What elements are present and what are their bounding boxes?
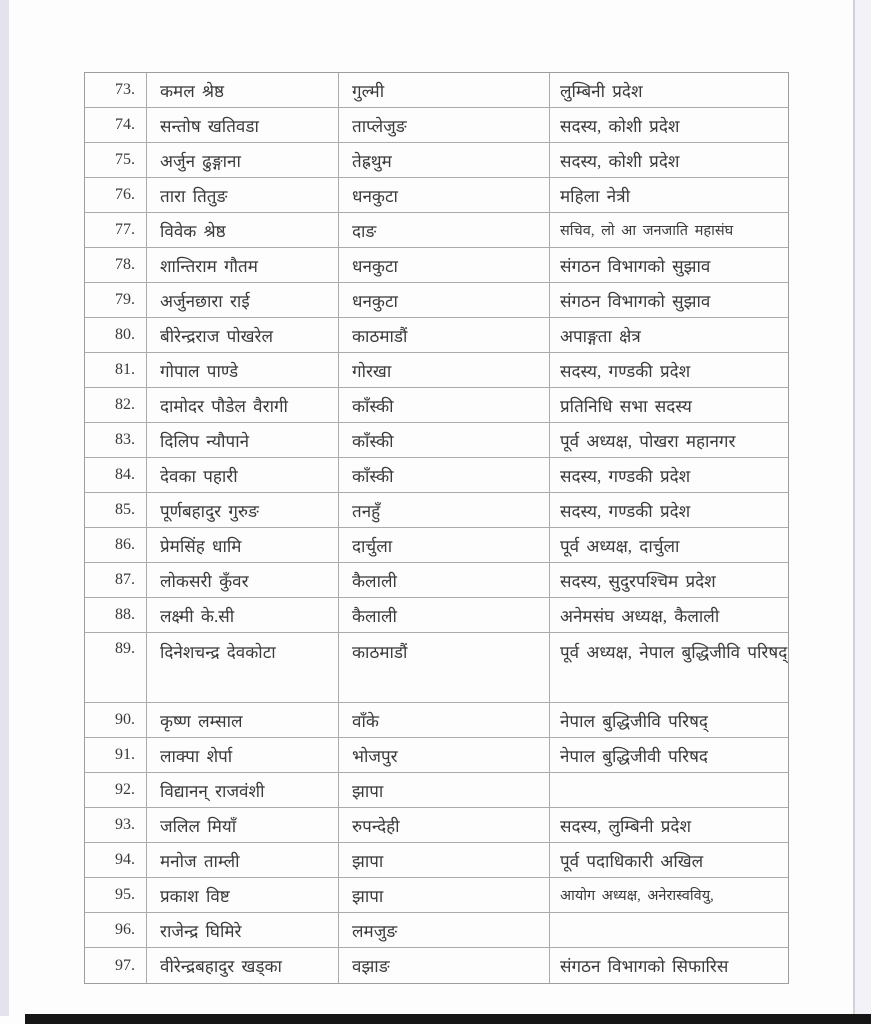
role-cell: सदस्य, गण्डकी प्रदेश [560, 361, 691, 381]
bottom-black-bar [25, 1014, 871, 1024]
role-cell: सदस्य, गण्डकी प्रदेश [560, 501, 691, 521]
table-row [85, 388, 788, 423]
name-cell: प्रेमसिंह धामि [147, 528, 339, 562]
number-cell: 82. [85, 388, 147, 422]
number-cell: 94. [85, 843, 147, 877]
district-cell: कैलाली [339, 563, 550, 597]
district-cell: ताप्लेजुङ [339, 108, 550, 142]
role-cell: संगठन विभागको सिफारिस [560, 957, 729, 976]
role-cell [550, 773, 788, 807]
table-row [85, 563, 788, 598]
name-cell: जलिल मियाँ [147, 808, 339, 842]
table-row [85, 843, 788, 878]
role-cell: नेपाल बुद्धिजीवी परिषद [560, 746, 708, 766]
name-cell: लाक्पा शेर्पा [147, 738, 339, 772]
district-cell: रुपन्देही [339, 808, 550, 842]
number-cell: 95. [85, 878, 147, 912]
role-cell: लुम्बिनी प्रदेश [560, 81, 643, 101]
name-cell: कमल श्रेष्ठ [147, 73, 339, 107]
role-cell: आयोग अध्यक्ष, अनेरास्ववियु, [560, 888, 714, 904]
number-cell: 75. [85, 143, 147, 177]
table-row [85, 773, 788, 808]
number-cell: 90. [85, 703, 147, 737]
name-cell: दिलिप न्यौपाने [147, 423, 339, 457]
table-row [85, 878, 788, 913]
district-cell: काठमाडौं [339, 633, 550, 702]
number-cell: 83. [85, 423, 147, 457]
role-cell: नेपाल बुद्धिजीवि परिषद् [560, 711, 708, 731]
district-cell: तेह्रथुम [339, 143, 550, 177]
name-cell: राजेन्द्र घिमिरे [147, 913, 339, 947]
role-cell: अनेमसंघ अध्यक्ष, कैलाली [560, 606, 720, 626]
role-cell: सदस्य, सुदुरपश्चिम प्रदेश [560, 571, 716, 591]
number-cell: 73. [85, 73, 147, 107]
table-row [85, 493, 788, 528]
district-cell: धनकुटा [339, 178, 550, 212]
role-cell: सदस्य, गण्डकी प्रदेश [560, 466, 691, 486]
table-row [85, 248, 788, 283]
role-cell: संगठन विभागको सुझाव [560, 291, 711, 311]
table-row [85, 108, 788, 143]
table-row [85, 458, 788, 493]
number-cell: 89. [85, 633, 147, 702]
number-cell: 78. [85, 248, 147, 282]
name-cell: अर्जुन ढुङ्गाना [147, 143, 339, 177]
name-cell: वीरेन्द्रबहादुर खड्का [147, 948, 339, 983]
number-cell: 81. [85, 353, 147, 387]
role-cell [550, 913, 788, 947]
role-cell: पूर्व अध्यक्ष, दार्चुला [560, 536, 680, 556]
role-cell: सचिव, लो आ जनजाति महासंघ [560, 223, 734, 239]
district-cell: गोरखा [339, 353, 550, 387]
role-cell: सदस्य, लुम्बिनी प्रदेश [560, 816, 692, 836]
name-cell: मनोज ताम्ली [147, 843, 339, 877]
table-row [85, 423, 788, 458]
district-cell: गुल्मी [339, 73, 550, 107]
district-cell: भोजपुर [339, 738, 550, 772]
table-row [85, 318, 788, 353]
table-row [85, 73, 788, 108]
table-row [85, 143, 788, 178]
table-row [85, 913, 788, 948]
table-row [85, 703, 788, 738]
role-cell: प्रतिनिधि सभा सदस्य [560, 396, 692, 416]
role-cell: पूर्व अध्यक्ष, पोखरा महानगर [560, 431, 736, 451]
page-left-edge [0, 0, 9, 1016]
number-cell: 74. [85, 108, 147, 142]
table-row [85, 353, 788, 388]
number-cell: 91. [85, 738, 147, 772]
number-cell: 84. [85, 458, 147, 492]
name-cell: तारा तितुङ [147, 178, 339, 212]
number-cell: 87. [85, 563, 147, 597]
name-cell: दामोदर पौडेल वैरागी [147, 388, 339, 422]
number-cell: 96. [85, 913, 147, 947]
district-cell: झापा [339, 843, 550, 877]
role-cell: अपाङ्गता क्षेत्र [560, 326, 641, 346]
number-cell: 86. [85, 528, 147, 562]
role-cell: संगठन विभागको सुझाव [560, 256, 711, 276]
role-cell: महिला नेत्री [560, 186, 630, 206]
role-cell: पूर्व पदाधिकारी अखिल [560, 851, 704, 871]
name-cell: कृष्ण लम्साल [147, 703, 339, 737]
name-cell: गोपाल पाण्डे [147, 353, 339, 387]
district-cell: काँस्की [339, 423, 550, 457]
number-cell: 97. [85, 948, 147, 983]
right-gutter [855, 0, 871, 1016]
number-cell: 77. [85, 213, 147, 247]
role-cell: सदस्य, कोशी प्रदेश [560, 116, 680, 136]
name-cell: विद्यानन् राजवंशी [147, 773, 339, 807]
district-cell: दाङ [339, 213, 550, 247]
name-cell: प्रकाश विष्ट [147, 878, 339, 912]
district-cell: काँस्की [339, 388, 550, 422]
name-cell: अर्जुनछारा राई [147, 283, 339, 317]
district-cell: झापा [339, 773, 550, 807]
number-cell: 93. [85, 808, 147, 842]
district-cell: धनकुटा [339, 283, 550, 317]
table-row [85, 213, 788, 248]
name-cell: देवका पहारी [147, 458, 339, 492]
table-row [85, 178, 788, 213]
role-cell: पूर्व अध्यक्ष, नेपाल बुद्धिजीवि परिषद् [560, 643, 788, 662]
number-cell: 85. [85, 493, 147, 527]
role-cell: सदस्य, कोशी प्रदेश [560, 151, 680, 171]
table-row [85, 808, 788, 843]
district-cell: काठमाडौं [339, 318, 550, 352]
district-cell: वझाङ [339, 948, 550, 983]
name-cell: शान्तिराम गौतम [147, 248, 339, 282]
table-row [85, 598, 788, 633]
page-right-edge [853, 0, 855, 1016]
name-cell: सन्तोष खतिवडा [147, 108, 339, 142]
name-cell: दिनेशचन्द्र देवकोटा [147, 633, 339, 702]
table-row [85, 633, 788, 703]
name-cell: बीरेन्द्रराज पोखरेल [147, 318, 339, 352]
number-cell: 80. [85, 318, 147, 352]
table-row [85, 283, 788, 318]
number-cell: 88. [85, 598, 147, 632]
district-cell: कैलाली [339, 598, 550, 632]
number-cell: 76. [85, 178, 147, 212]
number-cell: 92. [85, 773, 147, 807]
district-cell: दार्चुला [339, 528, 550, 562]
number-cell: 79. [85, 283, 147, 317]
district-cell: तनहुँ [339, 493, 550, 527]
name-cell: विवेक श्रेष्ठ [147, 213, 339, 247]
district-cell: झापा [339, 878, 550, 912]
district-cell: धनकुटा [339, 248, 550, 282]
table-row [85, 528, 788, 563]
name-cell: लोकसरी कुँवर [147, 563, 339, 597]
district-cell: वाँके [339, 703, 550, 737]
table-row [85, 948, 788, 983]
name-cell: पूर्णबहादुर गुरुङ [147, 493, 339, 527]
district-cell: काँस्की [339, 458, 550, 492]
roster-table [84, 72, 789, 984]
name-cell: लक्ष्मी के.सी [147, 598, 339, 632]
district-cell: लमजुङ [339, 913, 550, 947]
table-row [85, 738, 788, 773]
